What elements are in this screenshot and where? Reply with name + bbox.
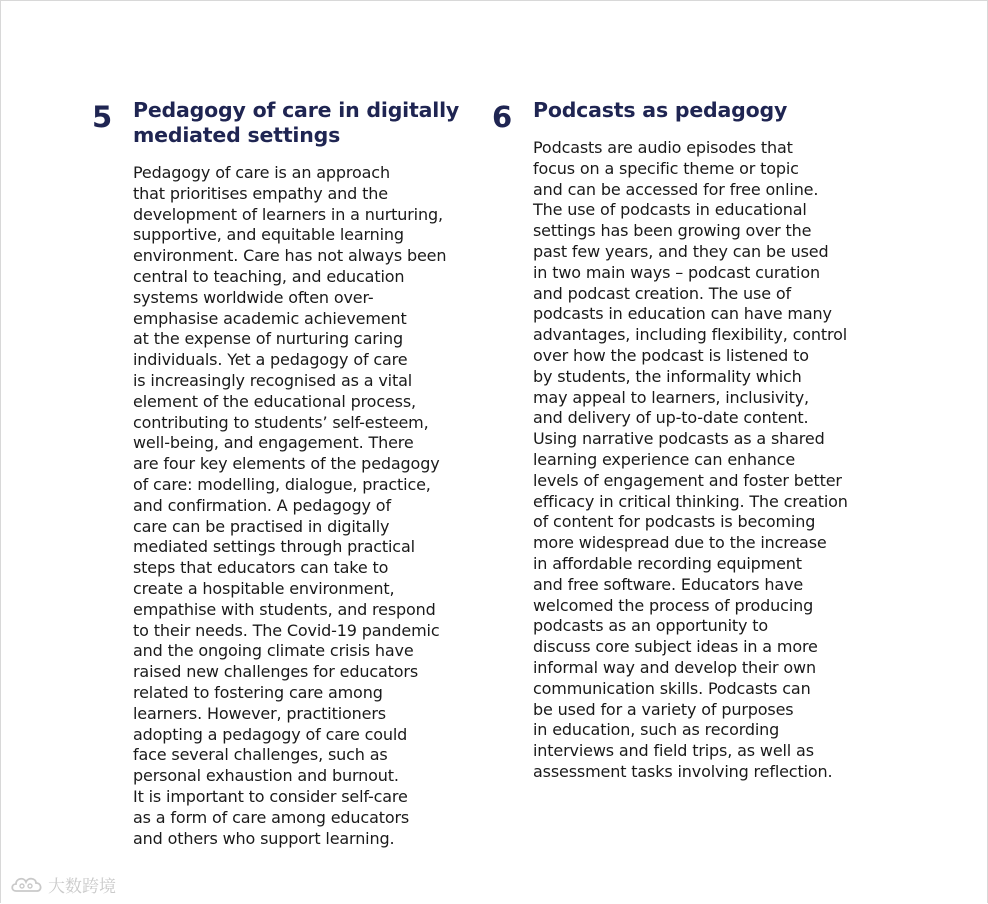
body-line: The use of podcasts in educational xyxy=(533,200,807,220)
body-line: are four key elements of the pedagogy xyxy=(133,454,440,474)
body-line: and delivery of up-to-date content. xyxy=(533,408,809,428)
body-line: of content for podcasts is becoming xyxy=(533,512,816,532)
body-line: central to teaching, and education xyxy=(133,266,405,286)
watermark-text: 大数跨境 xyxy=(48,877,116,897)
body-line: and confirmation. A pedagogy of xyxy=(133,495,391,515)
body-line: and others who support learning. xyxy=(133,828,395,848)
body-line: of care: modelling, dialogue, practice, xyxy=(133,474,431,494)
body-line: levels of engagement and foster better xyxy=(533,470,842,490)
watermark xyxy=(10,872,116,897)
body-line: contributing to students’ self-esteem, xyxy=(133,412,429,432)
body-line: adopting a pedagogy of care could xyxy=(133,724,408,744)
cloud-logo-icon xyxy=(10,874,44,896)
body-line: is increasingly recognised as a vital xyxy=(133,370,413,390)
heading-line: mediated settings xyxy=(133,123,341,147)
body-line: to their needs. The Covid-19 pandemic xyxy=(133,620,440,640)
body-line: related to fostering care among xyxy=(133,682,383,702)
body-line: supportive, and equitable learning xyxy=(133,225,404,245)
body-line: raised new challenges for educators xyxy=(133,662,419,682)
body-line: personal exhaustion and burnout. xyxy=(133,766,399,786)
body-line: care can be practised in digitally xyxy=(133,516,390,536)
body-line: settings has been growing over the xyxy=(533,221,812,241)
section-heading xyxy=(133,98,459,148)
body-line: at the expense of nurturing caring xyxy=(133,329,403,349)
body-line: well-being, and engagement. There xyxy=(133,433,414,453)
body-line: informal way and develop their own xyxy=(533,657,816,677)
body-line: may appeal to learners, inclusivity, xyxy=(533,387,809,407)
body-line: discuss core subject ideas in a more xyxy=(533,637,818,657)
body-line: communication skills. Podcasts can xyxy=(533,678,811,698)
section-number: 5 xyxy=(92,100,113,134)
body-line: focus on a specific theme or topic xyxy=(533,158,799,178)
body-line: interviews and field trips, as well as xyxy=(533,741,814,761)
body-line: that prioritises empathy and the xyxy=(133,183,388,203)
body-line: assessment tasks involving reflection. xyxy=(533,761,833,781)
body-line: as a form of care among educators xyxy=(133,807,410,827)
body-line: podcasts in education can have many xyxy=(533,304,832,324)
body-line: It is important to consider self-care xyxy=(133,786,408,806)
body-line: steps that educators can take to xyxy=(133,558,389,578)
body-line: systems worldwide often over- xyxy=(133,287,374,307)
body-line: and the ongoing climate crisis have xyxy=(133,641,414,661)
body-line: Using narrative podcasts as a shared xyxy=(533,429,825,449)
body-line: welcomed the process of producing xyxy=(533,595,814,615)
body-line: efficacy in critical thinking. The creation xyxy=(533,491,848,511)
body-line: element of the educational process, xyxy=(133,391,416,411)
body-line: more widespread due to the increase xyxy=(533,533,827,553)
body-line: learning experience can enhance xyxy=(533,449,796,469)
section-heading xyxy=(533,98,787,123)
body-line: in education, such as recording xyxy=(533,720,780,740)
heading-line: Podcasts as pedagogy xyxy=(533,98,788,122)
body-line: learners. However, practitioners xyxy=(133,703,386,723)
body-line: individuals. Yet a pedagogy of care xyxy=(133,350,408,370)
body-line: environment. Care has not always been xyxy=(133,246,447,266)
body-line: mediated settings through practical xyxy=(133,537,415,557)
body-line: and podcast creation. The use of xyxy=(533,283,791,303)
body-line: create a hospitable environment, xyxy=(133,578,395,598)
body-line: by students, the informality which xyxy=(533,366,802,386)
body-line: Podcasts are audio episodes that xyxy=(533,138,793,157)
body-line: face several challenges, such as xyxy=(133,745,388,765)
heading-line: Pedagogy of care in digitally xyxy=(133,98,460,122)
body-line: Pedagogy of care is an approach xyxy=(133,163,390,182)
body-line: empathise with students, and respond xyxy=(133,599,436,619)
section-body xyxy=(133,163,446,849)
body-line: advantages, including flexibility, control xyxy=(533,325,848,345)
body-line: and free software. Educators have xyxy=(533,574,804,594)
body-line: be used for a variety of purposes xyxy=(533,699,794,719)
body-line: in two main ways – podcast curation xyxy=(533,262,820,282)
body-line: development of learners in a nurturing, xyxy=(133,204,443,224)
section-body xyxy=(533,138,848,783)
section-number: 6 xyxy=(492,100,513,134)
body-line: over how the podcast is listened to xyxy=(533,345,809,365)
body-line: podcasts as an opportunity to xyxy=(533,616,769,636)
body-line: and can be accessed for free online. xyxy=(533,179,819,199)
body-line: emphasise academic achievement xyxy=(133,308,407,328)
body-line: past few years, and they can be used xyxy=(533,241,829,261)
body-line: in affordable recording equipment xyxy=(533,553,802,573)
